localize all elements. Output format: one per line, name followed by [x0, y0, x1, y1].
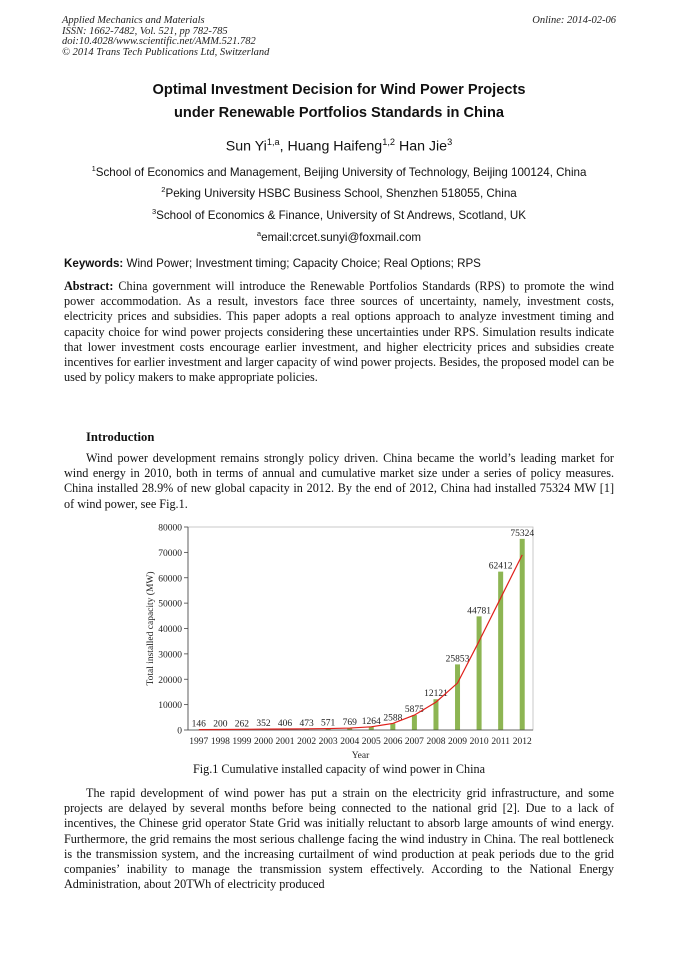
author-sup: 1,a — [266, 137, 280, 147]
y-tick-label: 50000 — [158, 599, 182, 610]
aff-sup: a — [256, 229, 262, 238]
data-label: 571 — [321, 718, 336, 729]
title-line-2: under Renewable Portfolios Standards in China — [173, 105, 505, 121]
x-tick-label: 1998 — [210, 737, 230, 747]
affiliation-1 — [0, 164, 678, 179]
aff-sup: 3 — [151, 207, 157, 216]
keywords — [64, 257, 481, 270]
bar — [520, 539, 525, 730]
author-email — [0, 229, 678, 244]
x-tick-label: 2008 — [426, 737, 446, 747]
data-label: 200 — [213, 719, 228, 730]
x-tick-label: 1997 — [189, 737, 209, 747]
intro-paragraph-2: The rapid development of wind power has put a strain on the electricity grid infrastructure, and some projects are delayed by several months before being connected to the national grid [2]. Due to a lack of incentives, the Chinese grid operator State Grid was initially reluctant to absorb large amounts of wind energy. Furthermore, the grid remains the most serious challenge facing the wind industry in China. The real bottleneck is the transmission system, and the increasing curtailment of wind production at peak periods due to the grid companies’ inability to manage the transmission system effectively. According to the National Energy Administration, about 20TWh of electricity produced — [64, 786, 614, 892]
affiliation-2 — [0, 185, 678, 200]
bar — [390, 723, 395, 730]
x-tick-label: 2000 — [253, 737, 273, 747]
y-tick-label: 20000 — [158, 675, 182, 686]
data-label: 25853 — [445, 654, 470, 665]
author-name: Huang Haifeng — [287, 138, 383, 155]
keywords-label: Keywords: — [64, 257, 124, 270]
data-label: 473 — [299, 718, 314, 729]
trend-line — [199, 555, 522, 730]
x-axis-title: Year — [351, 751, 370, 761]
copyright: © 2014 Trans Tech Publications Ltd, Switzerland — [62, 46, 270, 58]
bar — [455, 664, 460, 730]
x-tick-label: 2002 — [297, 737, 317, 747]
intro-paragraph-1: Wind power development remains strongly policy driven. China became the world’s leading market for wind energy in 2010, both in terms of annual and cumulative market size under a series of policy measures. China installed 28.9% of new global capacity in 2012. By the end of 2012, China had installed 75324 MW [1] of wind power, see Fig.1. — [64, 451, 614, 511]
journal-header — [62, 16, 269, 58]
y-tick-label: 30000 — [158, 650, 182, 661]
y-tick-label: 70000 — [158, 548, 182, 559]
author-list — [0, 137, 678, 155]
issn: ISSN: 1662-7482, Vol. 521, pp 782-785 — [62, 25, 228, 37]
aff-text: School of Economics and Management, Beijing University of Technology, Beijing 100124, China — [95, 165, 587, 179]
data-label: 406 — [277, 718, 293, 729]
data-label: 769 — [342, 718, 357, 729]
data-label: 2588 — [383, 713, 403, 724]
data-label: 5875 — [404, 705, 424, 716]
abstract — [64, 279, 614, 385]
data-label: 262 — [234, 719, 250, 730]
section-heading-introduction: Introduction — [86, 430, 155, 444]
y-tick-label: 10000 — [158, 701, 182, 712]
aff-text: Peking University HSBC Business School, Shenzhen 518055, China — [165, 186, 517, 200]
x-tick-label: 2010 — [469, 737, 489, 747]
figure-1-chart — [0, 516, 678, 778]
x-tick-label: 2011 — [491, 737, 510, 747]
affiliation-3 — [0, 207, 678, 222]
x-tick-label: 2003 — [318, 737, 338, 747]
author-sup: 1,2 — [382, 137, 396, 147]
figure-caption: Fig.1 Cumulative installed capacity of wind power in China — [192, 762, 486, 776]
aff-text: email:crcet.sunyi@foxmail.com — [261, 230, 422, 244]
author-name: Han Jie — [398, 138, 448, 155]
doi: doi:10.4028/www.scientific.net/AMM.521.782 — [62, 36, 256, 48]
y-tick-label: 0 — [177, 726, 182, 737]
data-label: 12121 — [424, 689, 448, 700]
title-line-1: Optimal Investment Decision for Wind Power Projects — [152, 82, 526, 98]
x-tick-label: 1999 — [232, 737, 252, 747]
paper-title — [0, 79, 678, 125]
aff-text: School of Economics & Finance, University of St Andrews, Scotland, UK — [156, 208, 527, 222]
x-tick-label: 2007 — [404, 737, 424, 747]
x-tick-label: 2005 — [361, 737, 381, 747]
bar — [412, 715, 417, 730]
data-label: 146 — [191, 719, 206, 730]
journal-name: Applied Mechanics and Materials — [62, 15, 205, 26]
data-label: 44781 — [467, 606, 491, 617]
author-sup: 3 — [447, 137, 453, 147]
keywords-text: Wind Power; Investment timing; Capacity Choice; Real Options; RPS — [126, 257, 481, 270]
bar — [433, 699, 438, 730]
abstract-text: China government will introduce the Renewable Portfolios Standards (RPS) to promote the wind power accommodation. As a result, investors face three sources of uncertainty, namely, investment costs, electricity prices and subsidies. This paper adopts a real options approach to analyze investment timing and capacity choice for wind power projects considering these uncertainties under RPS. Simulation results indicate that lower investment costs encourage earlier investment, and higher electricity prices and subsidies create incentives for earlier investment and larger capacity of wind power projects. Besides, the proposed model can be used by policy makers to make appropriate policies. — [64, 279, 614, 385]
y-tick-label: 60000 — [158, 574, 182, 585]
y-tick-label: 80000 — [158, 523, 182, 534]
x-tick-label: 2004 — [340, 737, 360, 747]
aff-sup: 2 — [161, 185, 166, 194]
data-label: 1264 — [361, 716, 381, 727]
bar — [477, 616, 482, 730]
abstract-label: Abstract: — [64, 279, 114, 293]
aff-sup: 1 — [91, 164, 96, 173]
author-name: Sun Yi — [225, 138, 267, 155]
data-label: 62412 — [488, 561, 513, 572]
x-tick-label: 2012 — [512, 737, 532, 747]
author-sep: , — [279, 138, 288, 155]
x-tick-label: 2009 — [448, 737, 468, 747]
x-tick-label: 2001 — [275, 737, 295, 747]
data-label: 352 — [256, 719, 271, 730]
online-date: Online: 2014-02-06 — [532, 15, 616, 26]
data-label: 75324 — [510, 528, 535, 539]
x-tick-label: 2006 — [383, 737, 403, 747]
y-tick-label: 40000 — [158, 625, 182, 635]
y-axis-title: Total installed capacity (MW) — [146, 571, 156, 686]
